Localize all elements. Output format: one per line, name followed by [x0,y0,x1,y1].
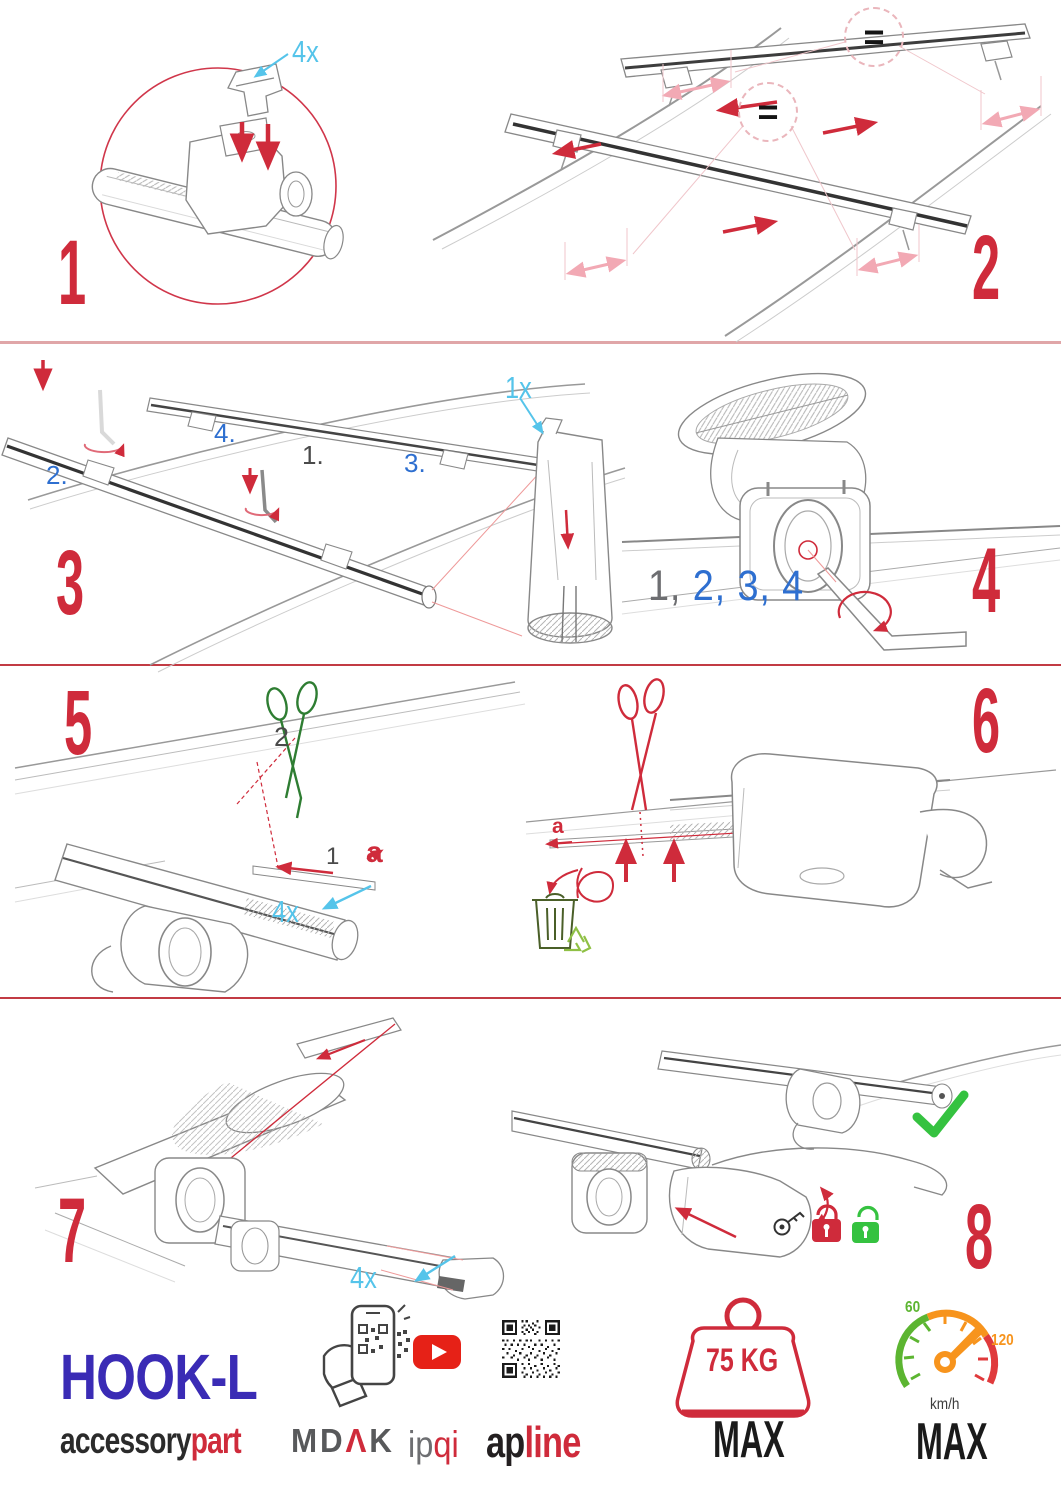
weight-max-label: MAX [713,1411,785,1469]
trash-bin-icon [532,894,578,948]
step6-number: 6 [972,670,1000,772]
brand-red-part: part [190,1420,241,1461]
speed-high-label: 120 [991,1332,1014,1349]
step5-cut-label: 2 [274,722,290,752]
apline-red: line [524,1418,581,1467]
ipqi-red: qi [433,1424,459,1465]
brand-black-part: accessory [60,1420,191,1461]
step3-qty-label: 1x [505,370,532,405]
step7-illustration [35,1008,505,1308]
step3-label-3: 3. [404,448,426,478]
step3-label-2: 2. [46,460,68,490]
step1-number: 1 [58,222,86,324]
order-first: 1, [648,562,682,610]
step7-qty-label: 4x [350,1260,377,1295]
weight-value: 75 KG [706,1342,779,1378]
mdak-red: Λ [345,1422,370,1459]
phone-scan-icon [318,1300,410,1408]
order-rest: 2, 3, 4 [692,562,805,610]
logo-mdak [291,1422,395,1460]
apline-black: ap [486,1418,525,1467]
equal-sign: = [863,16,885,57]
step5-strip-label: a [366,836,383,869]
step2-equal-badge-mid [738,82,798,142]
youtube-icon [413,1335,461,1369]
step3-label-4: 4. [214,418,236,448]
equal-sign: = [757,91,779,132]
step2-equal-badge-top [844,7,904,67]
logo-ipqi [408,1424,459,1466]
speed-unit-label: km/h [930,1396,960,1413]
step7-number: 7 [58,1180,86,1282]
padlock-unlocked-icon [852,1207,879,1243]
step5-number: 5 [64,672,92,774]
ghost-allen-key [100,390,114,444]
step4-number: 4 [972,530,1000,632]
step4-order-sequence [648,562,804,611]
step8-number: 8 [965,1186,993,1288]
product-name: HOOK-L [60,1341,258,1413]
step3-label-1: 1. [302,440,324,470]
mdak-gray-1: MD [291,1422,346,1459]
scissors-icon [264,680,320,818]
step2-number: 2 [972,217,1000,319]
cover-cap-part [669,1148,946,1257]
speed-low-label: 60 [905,1299,921,1316]
scissors-icon [616,677,667,856]
step2-illustration [425,2,1057,340]
step1-qty-label: 4x [292,34,319,69]
step5-insert-label: 1 [326,843,340,870]
step6-strip-label: a [552,815,564,838]
brand-wordmark [60,1420,241,1462]
logo-apline [486,1418,581,1468]
bar-end-cap [528,418,612,643]
step1-illustration [70,28,360,323]
speed-max-label: MAX [916,1413,988,1471]
divider-1 [0,341,1061,344]
cover-body [732,754,992,907]
ipqi-gray: ip [408,1424,434,1465]
clip-part [228,64,282,116]
step5-illustration [15,672,525,992]
step3-number: 3 [56,532,84,634]
qr-code-icon [500,1318,562,1380]
step5-qty-label: 4x [272,894,299,929]
end-cap-part [437,1258,504,1299]
mdak-gray-2: K [369,1422,395,1459]
